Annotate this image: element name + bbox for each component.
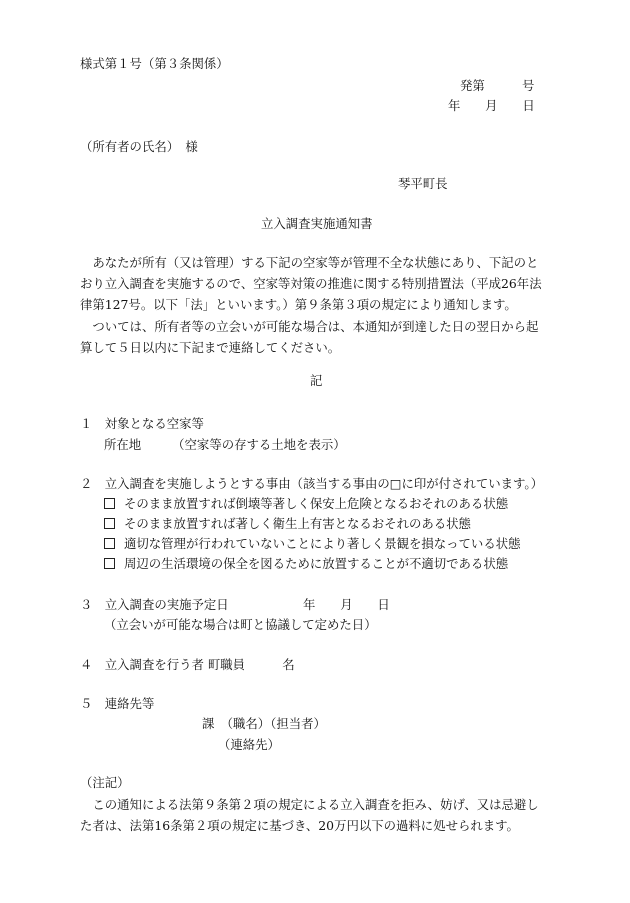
item-1-heading: １ 対象となる空家等 (80, 416, 204, 431)
contact-line-1: 課 （職名）（担当者） (202, 716, 326, 731)
reason-1-text: そのまま放置すれば倒壊等著しく保安上危険となるおそれのある状態 (124, 496, 509, 511)
note-label: （注記） (80, 775, 130, 790)
checkbox-icon (104, 558, 115, 569)
addressee: （所有者の氏名） 様 (80, 139, 198, 154)
reason-2-text: そのまま放置すれば著しく衛生上有害となるおそれのある状態 (124, 516, 471, 531)
item-2-heading: ２ 立入調査を実施しようとする事由（該当する事由の□に印が付されています。） (80, 476, 543, 491)
note-text: この通知による法第９条第２項の規定による立入調査を拒み、妨げ、又は忌避した者は、法第16条第２項の規定に基づき、20万円以下の過料に処せられます。 (80, 797, 539, 833)
checkbox-icon (104, 538, 115, 549)
document-title: 立入調査実施通知書 (261, 216, 373, 231)
checkbox-icon (104, 518, 115, 529)
ki-heading: 記 (310, 373, 323, 388)
reason-2 (104, 516, 471, 532)
issuer: 琴平町長 (398, 176, 448, 191)
item-1-location: 所在地 （空家等の存する土地を表示） (104, 437, 346, 452)
reason-4-text: 周辺の生活環境の保全を図るために放置することが不適切である状態 (124, 556, 509, 571)
item-3-heading: ３ 立入調査の実施予定日 年 月 日 (80, 597, 390, 612)
contact-line-2: （連絡先） (218, 737, 280, 752)
body-paragraph-1: あなたが所有（又は管理）する下記の空家等が管理不全な状態にあり、下記のとおり立入調査を実施するので、空家等対策の推進に関する特別措置法（平成26年法律第127号。以下「法」といいます。）第９条第３項の規定により通知します。 (80, 255, 542, 312)
item-5-heading: ５ 連絡先等 (80, 696, 155, 711)
reason-3-text: 適切な管理が行われていないことにより著しく景観を損なっている状態 (124, 536, 521, 551)
reason-1 (104, 496, 508, 512)
reason-4 (104, 556, 508, 572)
form-number: 様式第１号（第３条関係） (80, 56, 229, 71)
body-paragraph-2: ついては、所有者等の立会いが可能な場合は、本通知が到達した日の翌日から起算して５日以内に下記まで連絡してください。 (80, 319, 539, 355)
checkbox-icon (104, 498, 115, 509)
reason-3 (104, 536, 521, 552)
document-number: 発第 号 (460, 78, 535, 93)
item-4-heading: ４ 立入調査を行う者 町職員 名 (80, 657, 295, 672)
issue-date: 年 月 日 (448, 98, 535, 113)
item-3-note: （立会いが可能な場合は町と協議して定めた日） (104, 617, 377, 632)
